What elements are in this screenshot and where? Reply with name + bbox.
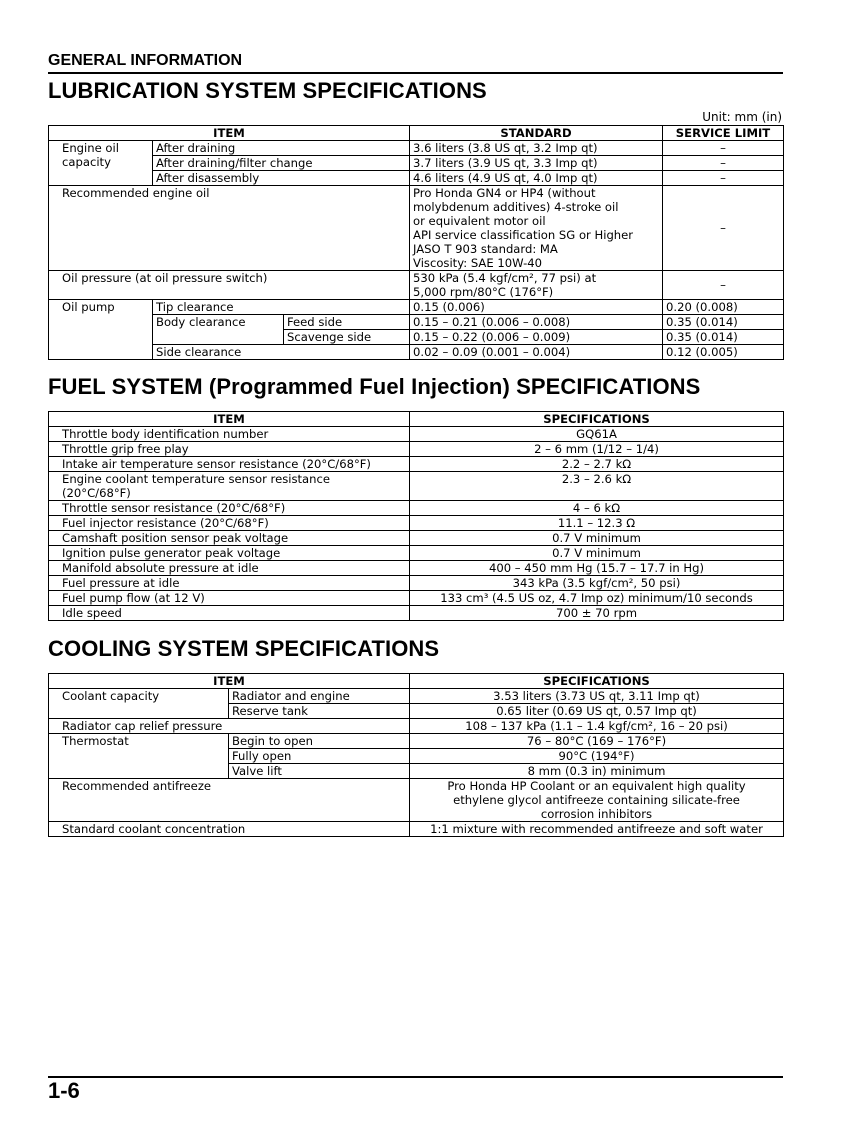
body-clearance-label: Body clearance bbox=[153, 315, 284, 345]
recommended-oil-label: Recommended engine oil bbox=[49, 186, 410, 271]
table-row bbox=[49, 472, 784, 501]
oil-pressure-label: Oil pressure (at oil pressure switch) bbox=[49, 271, 410, 300]
fuel-spec-value: 4 – 6 kΩ bbox=[410, 501, 784, 516]
fuel-item-line: Fuel pump flow (at 12 V) bbox=[62, 591, 205, 605]
fuel-item-line: Throttle grip free play bbox=[62, 442, 189, 456]
fuel-table bbox=[48, 411, 784, 621]
fuel-item-label bbox=[49, 472, 410, 501]
table-row bbox=[49, 345, 784, 360]
after-draining-filter-limit: – bbox=[663, 156, 784, 171]
fuel-item-label bbox=[49, 546, 410, 561]
fuel-spec-value: 700 ± 70 rpm bbox=[410, 606, 784, 621]
cap-relief-label: Radiator cap relief pressure bbox=[49, 719, 410, 734]
coolant-capacity-label: Coolant capacity bbox=[49, 689, 229, 719]
col-service-limit: SERVICE LIMIT bbox=[663, 126, 784, 141]
reserve-tank-spec: 0.65 liter (0.69 US qt, 0.57 Imp qt) bbox=[410, 704, 784, 719]
after-disassembly-std: 4.6 liters (4.9 US qt, 4.0 Imp qt) bbox=[410, 171, 663, 186]
recommended-oil-line: API service classification SG or Higher bbox=[413, 228, 634, 242]
engine-oil-capacity-label: Engine oil capacity bbox=[49, 141, 153, 186]
table-row bbox=[49, 719, 784, 734]
fuel-item-line: Throttle sensor resistance (20°C/68°F) bbox=[62, 501, 286, 515]
radiator-engine-label: Radiator and engine bbox=[229, 689, 410, 704]
fuel-spec-value: 133 cm³ (4.5 US oz, 4.7 Imp oz) minimum/10 seconds bbox=[410, 591, 784, 606]
recommended-oil-line: JASO T 903 standard: MA bbox=[413, 242, 558, 256]
col-item: ITEM bbox=[49, 126, 410, 141]
fuel-spec-value: 400 – 450 mm Hg (15.7 – 17.7 in Hg) bbox=[410, 561, 784, 576]
recommended-oil-line: molybdenum additives) 4-stroke oil bbox=[413, 200, 619, 214]
table-row bbox=[49, 501, 784, 516]
fuel-item-label bbox=[49, 606, 410, 621]
recommended-oil-std bbox=[410, 186, 663, 271]
antifreeze-label: Recommended antifreeze bbox=[49, 779, 410, 822]
fuel-title: FUEL SYSTEM (Programmed Fuel Injection) SPECIFICATIONS bbox=[48, 374, 701, 399]
fuel-item-line: Idle speed bbox=[62, 606, 122, 620]
table-row bbox=[49, 576, 784, 591]
fuel-item-label bbox=[49, 501, 410, 516]
table-row bbox=[49, 427, 784, 442]
after-draining-filter-std: 3.7 liters (3.9 US qt, 3.3 Imp qt) bbox=[410, 156, 663, 171]
antifreeze-spec bbox=[410, 779, 784, 822]
table-header-row bbox=[49, 674, 784, 689]
tip-clearance-label: Tip clearance bbox=[153, 300, 410, 315]
col-specifications: SPECIFICATIONS bbox=[410, 412, 784, 427]
valve-lift-spec: 8 mm (0.3 in) minimum bbox=[410, 764, 784, 779]
after-disassembly-label: After disassembly bbox=[153, 171, 410, 186]
concentration-label: Standard coolant concentration bbox=[49, 822, 410, 837]
scavenge-side-label: Scavenge side bbox=[284, 330, 410, 345]
fuel-item-line: Engine coolant temperature sensor resistance bbox=[62, 472, 331, 486]
fuel-spec-value: 11.1 – 12.3 Ω bbox=[410, 516, 784, 531]
cap-relief-spec: 108 – 137 kPa (1.1 – 1.4 kgf/cm², 16 – 20 psi) bbox=[410, 719, 784, 734]
section-header-label: GENERAL INFORMATION bbox=[48, 52, 243, 69]
fuel-item-label bbox=[49, 427, 410, 442]
fuel-item-label bbox=[49, 576, 410, 591]
table-row bbox=[49, 531, 784, 546]
side-clearance-label: Side clearance bbox=[153, 345, 410, 360]
fully-open-label: Fully open bbox=[229, 749, 410, 764]
fuel-spec-value: 0.7 V minimum bbox=[410, 531, 784, 546]
fuel-item-label bbox=[49, 457, 410, 472]
fuel-item-label bbox=[49, 561, 410, 576]
begin-open-spec: 76 – 80°C (169 – 176°F) bbox=[410, 734, 784, 749]
table-header-row bbox=[49, 412, 784, 427]
antifreeze-line: corrosion inhibitors bbox=[540, 807, 653, 821]
fuel-spec-value: GQ61A bbox=[410, 427, 784, 442]
fuel-item-line: Fuel pressure at idle bbox=[62, 576, 180, 590]
tip-clearance-std: 0.15 (0.006) bbox=[410, 300, 663, 315]
table-row bbox=[49, 606, 784, 621]
after-draining-limit: – bbox=[663, 141, 784, 156]
fuel-item-line: Intake air temperature sensor resistance (20°C/68°F) bbox=[62, 457, 371, 471]
lubrication-title: LUBRICATION SYSTEM SPECIFICATIONS bbox=[48, 78, 487, 103]
feed-side-std: 0.15 – 0.21 (0.006 – 0.008) bbox=[410, 315, 663, 330]
fuel-item-line: Fuel injector resistance (20°C/68°F) bbox=[62, 516, 269, 530]
fuel-item-label bbox=[49, 516, 410, 531]
recommended-oil-line: Viscosity: SAE 10W-40 bbox=[413, 256, 543, 270]
fuel-spec-value: 343 kPa (3.5 kgf/cm², 50 psi) bbox=[410, 576, 784, 591]
lubrication-table bbox=[48, 125, 784, 360]
table-row bbox=[49, 734, 784, 749]
fuel-spec-value: 2.2 – 2.7 kΩ bbox=[410, 457, 784, 472]
table-row bbox=[49, 546, 784, 561]
table-row bbox=[49, 516, 784, 531]
oil-pressure-line: 5,000 rpm/80°C (176°F) bbox=[413, 285, 554, 299]
fuel-item-label bbox=[49, 531, 410, 546]
after-disassembly-limit: – bbox=[663, 171, 784, 186]
table-row bbox=[49, 442, 784, 457]
page-number: 1-6 bbox=[48, 1078, 80, 1103]
side-clearance-limit: 0.12 (0.005) bbox=[663, 345, 784, 360]
col-item: ITEM bbox=[49, 674, 410, 689]
table-row bbox=[49, 779, 784, 822]
radiator-engine-spec: 3.53 liters (3.73 US qt, 3.11 Imp qt) bbox=[410, 689, 784, 704]
thermostat-label: Thermostat bbox=[49, 734, 229, 779]
col-specifications: SPECIFICATIONS bbox=[410, 674, 784, 689]
col-standard: STANDARD bbox=[410, 126, 663, 141]
recommended-oil-line: Pro Honda GN4 or HP4 (without bbox=[413, 186, 596, 200]
after-draining-filter-label: After draining/filter change bbox=[153, 156, 410, 171]
header-divider bbox=[48, 72, 783, 74]
recommended-oil-line: or equivalent motor oil bbox=[413, 214, 546, 228]
cooling-table bbox=[48, 673, 784, 837]
fuel-item-line: (20°C/68°F) bbox=[62, 486, 131, 500]
table-row bbox=[49, 186, 784, 271]
fully-open-spec: 90°C (194°F) bbox=[410, 749, 784, 764]
footer-divider bbox=[48, 1076, 783, 1078]
fuel-item-line: Manifold absolute pressure at idle bbox=[62, 561, 259, 575]
cooling-title: COOLING SYSTEM SPECIFICATIONS bbox=[48, 636, 440, 661]
table-row bbox=[49, 315, 784, 330]
after-draining-std: 3.6 liters (3.8 US qt, 3.2 Imp qt) bbox=[410, 141, 663, 156]
table-header-row bbox=[49, 126, 784, 141]
table-row bbox=[49, 271, 784, 300]
fuel-item-label bbox=[49, 442, 410, 457]
oil-pressure-limit: – bbox=[663, 271, 784, 300]
side-clearance-std: 0.02 – 0.09 (0.001 – 0.004) bbox=[410, 345, 663, 360]
oil-pump-label: Oil pump bbox=[49, 300, 153, 360]
fuel-item-line: Throttle body identification number bbox=[62, 427, 269, 441]
reserve-tank-label: Reserve tank bbox=[229, 704, 410, 719]
fuel-item-line: Ignition pulse generator peak voltage bbox=[62, 546, 281, 560]
table-row bbox=[49, 171, 784, 186]
oil-pressure-std bbox=[410, 271, 663, 300]
fuel-spec-value: 0.7 V minimum bbox=[410, 546, 784, 561]
table-row bbox=[49, 300, 784, 315]
table-row bbox=[49, 689, 784, 704]
table-row bbox=[49, 591, 784, 606]
table-row bbox=[49, 156, 784, 171]
antifreeze-line: Pro Honda HP Coolant or an equivalent high quality bbox=[447, 779, 746, 793]
unit-note: Unit: mm (in) bbox=[702, 110, 782, 124]
table-row bbox=[49, 822, 784, 837]
feed-side-limit: 0.35 (0.014) bbox=[663, 315, 784, 330]
fuel-spec-value: 2 – 6 mm (1/12 – 1/4) bbox=[410, 442, 784, 457]
valve-lift-label: Valve lift bbox=[229, 764, 410, 779]
scavenge-side-std: 0.15 – 0.22 (0.006 – 0.009) bbox=[410, 330, 663, 345]
concentration-spec: 1:1 mixture with recommended antifreeze and soft water bbox=[410, 822, 784, 837]
table-row bbox=[49, 141, 784, 156]
recommended-oil-limit: – bbox=[663, 186, 784, 271]
antifreeze-line: ethylene glycol antifreeze containing silicate-free bbox=[453, 793, 740, 807]
table-row bbox=[49, 457, 784, 472]
oil-pressure-line: 530 kPa (5.4 kgf/cm², 77 psi) at bbox=[413, 271, 597, 285]
table-row bbox=[49, 561, 784, 576]
tip-clearance-limit: 0.20 (0.008) bbox=[663, 300, 784, 315]
col-item: ITEM bbox=[49, 412, 410, 427]
feed-side-label: Feed side bbox=[284, 315, 410, 330]
fuel-item-label bbox=[49, 591, 410, 606]
begin-open-label: Begin to open bbox=[229, 734, 410, 749]
scavenge-side-limit: 0.35 (0.014) bbox=[663, 330, 784, 345]
fuel-spec-value: 2.3 – 2.6 kΩ bbox=[410, 472, 784, 501]
fuel-item-line: Camshaft position sensor peak voltage bbox=[62, 531, 289, 545]
after-draining-label: After draining bbox=[153, 141, 410, 156]
